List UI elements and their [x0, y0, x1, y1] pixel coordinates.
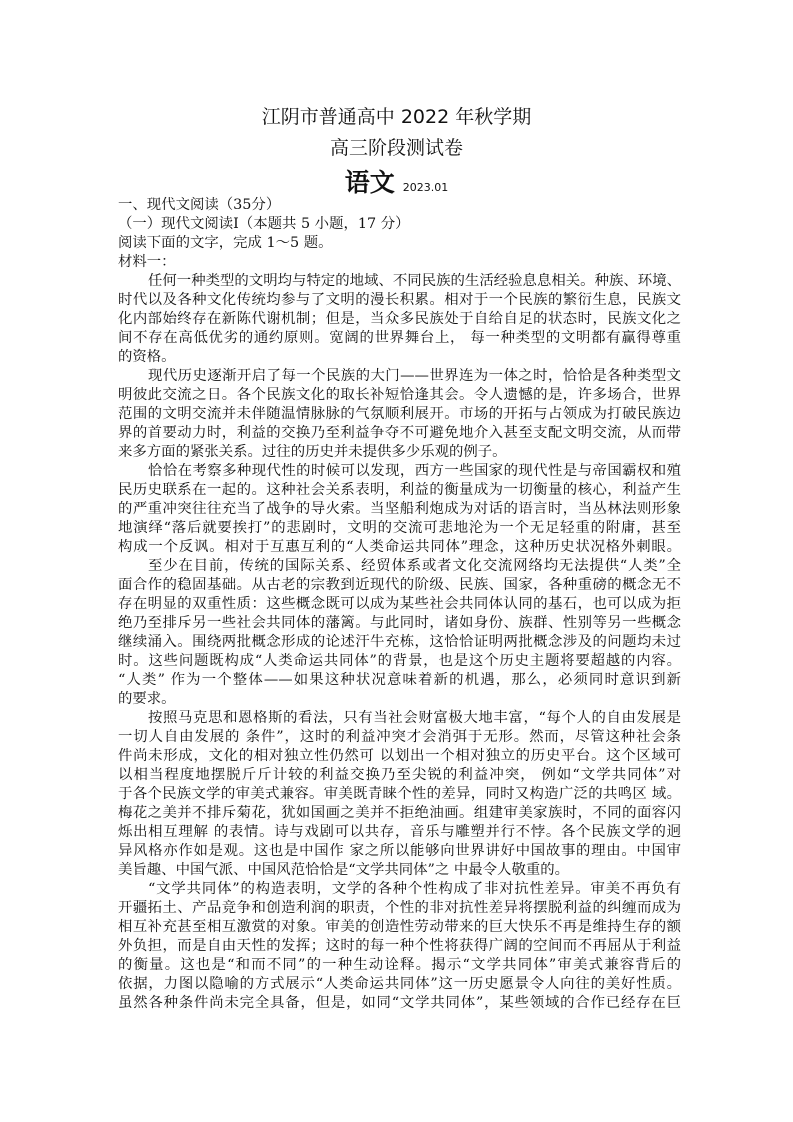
paragraph-line: 烁出相互理解 的表情。诗与戏剧可以共存，音乐与雕塑并行不悖。各个民族文学的迥: [118, 824, 681, 840]
paragraph-line: “文学共同体”的构造表明，文学的各种个性构成了非对抗性差异。审美不再负有: [148, 881, 681, 897]
paragraph: [118, 880, 681, 1013]
paragraph-line: 间不存在高低优劣的通约原则。宽阔的世界舞台上， 每一种类型的文明都有赢得尊重: [118, 330, 681, 346]
paragraph-line: “人类” 作为一个整体——如果这种状况意味着新的机遇，那么，必须同时意识到新: [118, 672, 681, 688]
paragraph-line: 异风格亦作如是观。这也是中国作 家之所以能够向世界讲好中国故事的理由。中国审: [118, 843, 681, 859]
material-label: 材料一：: [118, 254, 176, 270]
paragraph-line: 明彼此交流之日。各个民族文化的取长补短恰逢其会。令人遗憾的是，许多场合，世界: [118, 387, 681, 403]
subject-row: [0, 163, 793, 199]
paragraph-line: 恰恰在考察多种现代性的时候可以发现，西方一些国家的现代性是与帝国霸权和殖: [148, 463, 681, 479]
paragraph-line: 按照马克思和恩格斯的看法，只有当社会财富极大地丰富，“每个人的自由发展是: [148, 710, 681, 726]
paragraph-line: 地演绎“落后就要挨打”的悲剧时，文明的交流可悲地沦为一个无足轻重的附庸，甚至: [118, 520, 681, 536]
paragraph-line: 虽然各种条件尚未完全具备，但是，如同“文学共同体”，某些领域的合作已经存在巨: [118, 995, 681, 1011]
paragraph-line: 梅花之美并不排斥菊花，犹如国画之美并不拒绝油画。组建审美家族时，不同的面容闪: [118, 805, 681, 821]
exam-date: 2023.01: [402, 181, 449, 194]
paragraph-line: 美旨趣、中国气派、中国风范恰恰是“文学共同体”之 中最令人敬重的。: [118, 862, 570, 878]
paragraph-line: 继续涌入。围绕两批概念形成的论述汗牛充栋，这恰恰证明两批概念涉及的问题均未过: [118, 634, 681, 650]
paragraph-line: 的要求。: [118, 691, 176, 707]
paragraph-line: 一切人自由发展的 条件”，这时的利益冲突才会消弭于无形。然而，尽管这种社会条: [118, 729, 681, 745]
paragraph-line: 的衡量。这也是“和而不同”的一种生动诠释。揭示“文学共同体”审美式兼容背后的: [118, 957, 681, 973]
subject-name: 语文: [344, 168, 395, 197]
paragraph-line: 存在明显的双重性质：这些概念既可以成为某些社会共同体认同的基石，也可以成为拒: [118, 596, 681, 612]
paragraph-line: 相互补充甚至相互激赏的对象。审美的创造性劳动带来的巨大快乐不再是维持生存的额: [118, 919, 681, 935]
paragraph-line: 来多方面的紧张关系。过往的历史并未提供多少乐观的例子。: [118, 444, 507, 460]
paragraph: [118, 709, 681, 880]
exam-title: 江阴市普通高中 2022 年秋学期: [261, 106, 532, 128]
paragraph-line: 以相当程度地摆脱斤斤计较的利益交换乃至尖锐的利益冲突， 例如“文学共同体”对: [118, 767, 681, 783]
paragraph-line: 面合作的稳固基础。从古老的宗教到近现代的阶级、民族、国家，各种重磅的概念无不: [118, 577, 681, 593]
paragraph: [118, 272, 681, 367]
exam-subtitle: 高三阶段测试卷: [329, 137, 463, 159]
section-heading: 一、现代文阅读（35分）: [118, 197, 281, 213]
paragraph-line: 构成一个反讽。相对于互惠互利的“人类命运共同体”理念，这种历史状况格外刺眼。: [118, 539, 681, 555]
paragraph-line: 界的首要动力时，利益的交换乃至利益争夺不可避免地介入甚至支配文明交流，从而带: [118, 425, 681, 441]
paragraph-line: 的资格。: [118, 349, 176, 365]
paragraph-line: 依据，力图以隐喻的方式展示“人类命运共同体”这一历史愿景令人向往的美好性质。: [118, 976, 681, 992]
paragraph-line: 于各个民族文学的审美式兼容。审美既青睐个性的差异，同时又构造广泛的共鸣区 域。: [118, 786, 681, 802]
paragraph-line: 现代历史逐渐开启了每一个民族的大门——世界连为一体之时，恰恰是各种类型文: [148, 368, 681, 384]
paragraph-line: 时代以及各种文化传统均参与了文明的漫长积累。相对于一个民族的繁衍生息，民族文: [118, 292, 681, 308]
paragraph-line: 的严重冲突往往充当了战争的导火索。当坚船利炮成为对话的语言时，当丛林法则形象: [118, 501, 681, 517]
paragraph-line: 至少在目前，传统的国际关系、经贸体系或者文化交流网络均无法提供“人类”全: [148, 558, 681, 574]
document-body: [118, 196, 681, 1013]
paragraph: [118, 367, 681, 462]
paragraph-line: 民历史联系在一起的。这种社会关系表明，利益的衡量成为一切衡量的核心，利益产生: [118, 482, 681, 498]
paragraph-line: 绝乃至排斥另一些社会共同体的藩篱。与此同时，诸如身份、族群、性别等另一些概念: [118, 615, 681, 631]
paragraph: [118, 557, 681, 709]
paragraph-line: 开疆拓土、产品竞争和创造利润的职责，个性的非对抗性差异将摆脱利益的纠缠而成为: [118, 900, 681, 916]
paragraph-line: 任何一种类型的文明均与特定的地域、不同民族的生活经验息息相关。种族、环境、: [148, 273, 681, 289]
section-subheading: （一）现代文阅读Ⅰ（本题共 5 小题，17 分）: [118, 216, 410, 232]
paragraph-line: 外负担，而是自由天性的发挥；这时的每一种个性将获得广阔的空间而不再屈从于利益: [118, 938, 681, 954]
paragraph: [118, 462, 681, 557]
reading-instruction: 阅读下面的文字，完成 1～5 题。: [118, 235, 333, 251]
paragraph-line: 范围的文明交流并未伴随温情脉脉的气氛顺利展开。市场的开拓与占领成为打破民族边: [118, 406, 681, 422]
paragraph-line: 化内部始终存在新陈代谢机制；但是，当众多民族处于自给自足的状态时，民族文化之: [118, 311, 681, 327]
paragraph-line: 时。这些问题既构成“人类命运共同体”的背景，也是这个历史主题将要超越的内容。: [118, 653, 681, 669]
paragraph-line: 件尚未形成，文化的相对独立性仍然可 以划出一个相对独立的历史平台。这个区域可: [118, 748, 681, 764]
